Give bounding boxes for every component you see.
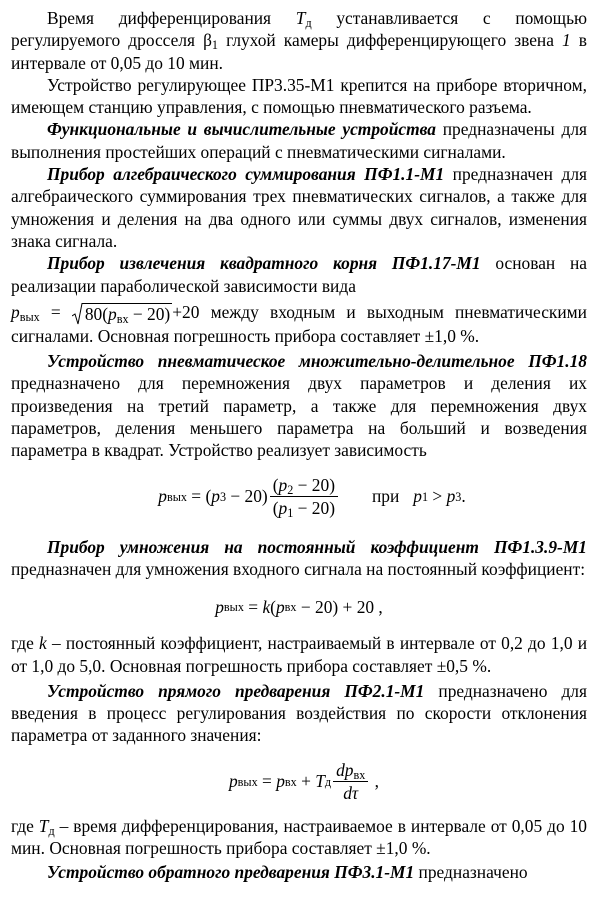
math-var: p: [276, 771, 285, 792]
numerator: [333, 760, 368, 782]
math-text: ,: [370, 771, 380, 792]
math-text: (: [272, 475, 279, 496]
text: основан на реализации параболической зависимости вида: [11, 253, 588, 296]
math-text: − 20): [128, 303, 171, 324]
math-sub: 1: [287, 506, 294, 521]
math-text: .: [461, 486, 466, 507]
paragraph-8: [11, 536, 587, 581]
math-var: k: [262, 596, 271, 617]
math-sub: вых: [19, 309, 40, 324]
text: предназначены для выполнения простейших операций с пневматическими сигналами.: [11, 119, 587, 162]
paragraph-2: Устройство регулирующее ПР3.35-М1 крепится на приборе вторичном, имеющем станцию управления, с помощью пневматического разъема.: [11, 74, 587, 118]
text: предназначено для введения в процесс регулирования воздействия по скорости отклонения параметра от заданного значения:: [11, 680, 587, 746]
equation-1: p вых = ( p 3 − 20) $\frac{(p_2 - 20)}{(p_1 - 20)}$ при p 1 > p 3 .: [158, 475, 466, 521]
sqrt-expression: [72, 303, 172, 325]
math-var: β: [203, 30, 212, 51]
paragraph-7: [11, 350, 587, 461]
paragraph-9: [11, 632, 587, 677]
math-var: p: [278, 475, 288, 496]
text: устанавливается с помощью регулируемого дросселя: [11, 8, 587, 51]
text: предназначен для алгебраического суммирования трех пневматических сигналов, а также для умножения и деления на два одного или суммы двух сигналов, изменения знака сигнала.: [11, 164, 588, 251]
text: предназначено для перемножения двух параметров и деления их произведения на третий параметр, а также для перемножения двух параметров, деления меньшего параметра на больший и возведения параметра в квадрат. Устройство реализует зависимость: [11, 373, 587, 461]
numerator: [270, 475, 338, 497]
text: предназначено: [414, 862, 528, 883]
math-text: − 20) + 20 ,: [296, 596, 383, 617]
text: в интервале от 0,05 до 10 мин.: [11, 30, 587, 73]
math-op: >: [428, 486, 447, 507]
text: Время дифференцирования: [47, 8, 296, 28]
math-var: p: [275, 596, 285, 617]
device-title: Прибор алгебраического суммирования ПФ1.1-М1: [47, 164, 445, 185]
math-text: (: [272, 498, 279, 519]
text: глухой камеры дифференцирующего звена: [218, 30, 563, 51]
math-var: p: [211, 486, 220, 507]
math-var: dp: [336, 760, 354, 781]
math-var: T: [315, 771, 325, 792]
math-text: − 20): [226, 486, 268, 507]
math-op: +: [296, 771, 316, 792]
device-title: Устройство обратного предварения ПФ3.1-М1: [47, 862, 415, 883]
device-title: Устройство пневматическое множительно-делительное ПФ1.18: [47, 351, 587, 372]
device-title: Устройство прямого предварения ПФ2.1-М1: [47, 680, 425, 701]
math-text: при: [371, 486, 400, 507]
math-var: T: [38, 815, 49, 836]
text: – постоянный коэффициент, настраиваемый в интервале от 0,2 до 1,0 и от 1,0 до 5,0. Основная погрешность прибора составляет ±0,5 %.: [11, 633, 588, 676]
math-sub: вх: [353, 768, 366, 783]
math-text: − 20): [293, 475, 335, 496]
text: где: [11, 633, 40, 654]
math-sub: д: [305, 16, 312, 31]
math-op: = (: [186, 486, 212, 507]
paragraph-4: [11, 163, 587, 252]
denominator: [270, 497, 338, 521]
paragraph-1: [11, 7, 587, 74]
math-var: p: [108, 303, 117, 324]
math-text: +20: [172, 301, 200, 322]
device-title: Прибор извлечения квадратного корня ПФ1.17-М1: [47, 253, 481, 274]
equation-3: p вых = p вх + T д $\frac{dp_{вх}}{d\tau}$ ,: [228, 760, 380, 804]
paragraph-11: [11, 815, 587, 860]
derivative-fraction: [333, 760, 368, 803]
math-op: =: [39, 301, 72, 322]
device-title: Функциональные и вычислительные устройства: [47, 119, 436, 140]
device-title: Прибор умножения на постоянный коэффициент ПФ1.3.9-М1: [47, 536, 587, 557]
math-op: =: [243, 596, 263, 617]
text: – время дифференцирования, настраиваемое в интервале от 0,05 до 10 мин. Основная погрешность прибора составляет ±1,0 %.: [11, 815, 587, 859]
math-sub: д: [48, 823, 55, 838]
math-var: p: [215, 596, 224, 617]
math-text: (: [270, 596, 276, 617]
math-text: − 20): [293, 498, 335, 519]
paragraph-10: [11, 680, 587, 747]
text: предназначен для умножения входного сигнала на постоянный коэффициент:: [11, 558, 586, 579]
paragraph-3: [11, 118, 587, 163]
paragraph-12: [11, 861, 587, 883]
math-var: k: [39, 633, 47, 654]
math-var: p: [11, 301, 20, 322]
math-var: p: [278, 498, 288, 519]
radical-sign-icon: [72, 303, 83, 325]
paragraph-6: [11, 301, 587, 347]
text: между входным и выходным пневматическими сигналами. Основная погрешность прибора составляет ±1,0 %.: [11, 301, 587, 346]
math-var: 1: [562, 30, 571, 51]
math-var: T: [295, 8, 306, 28]
fraction: [270, 475, 338, 521]
math-var: p: [413, 486, 422, 507]
text: где: [11, 815, 39, 836]
math-var: p: [158, 486, 167, 507]
denominator: dτ: [343, 783, 359, 804]
math-sub: 2: [287, 483, 294, 498]
math-sub: 1: [211, 38, 218, 53]
equation-2: p вых = k ( p вх − 20) + 20 ,: [215, 596, 383, 617]
math-sub: вх: [116, 311, 129, 326]
math-op: =: [257, 771, 277, 792]
math-var: p: [228, 771, 238, 792]
paragraph-5: [11, 252, 587, 297]
math-text: 80(: [84, 303, 108, 324]
math-var: p: [446, 486, 456, 507]
